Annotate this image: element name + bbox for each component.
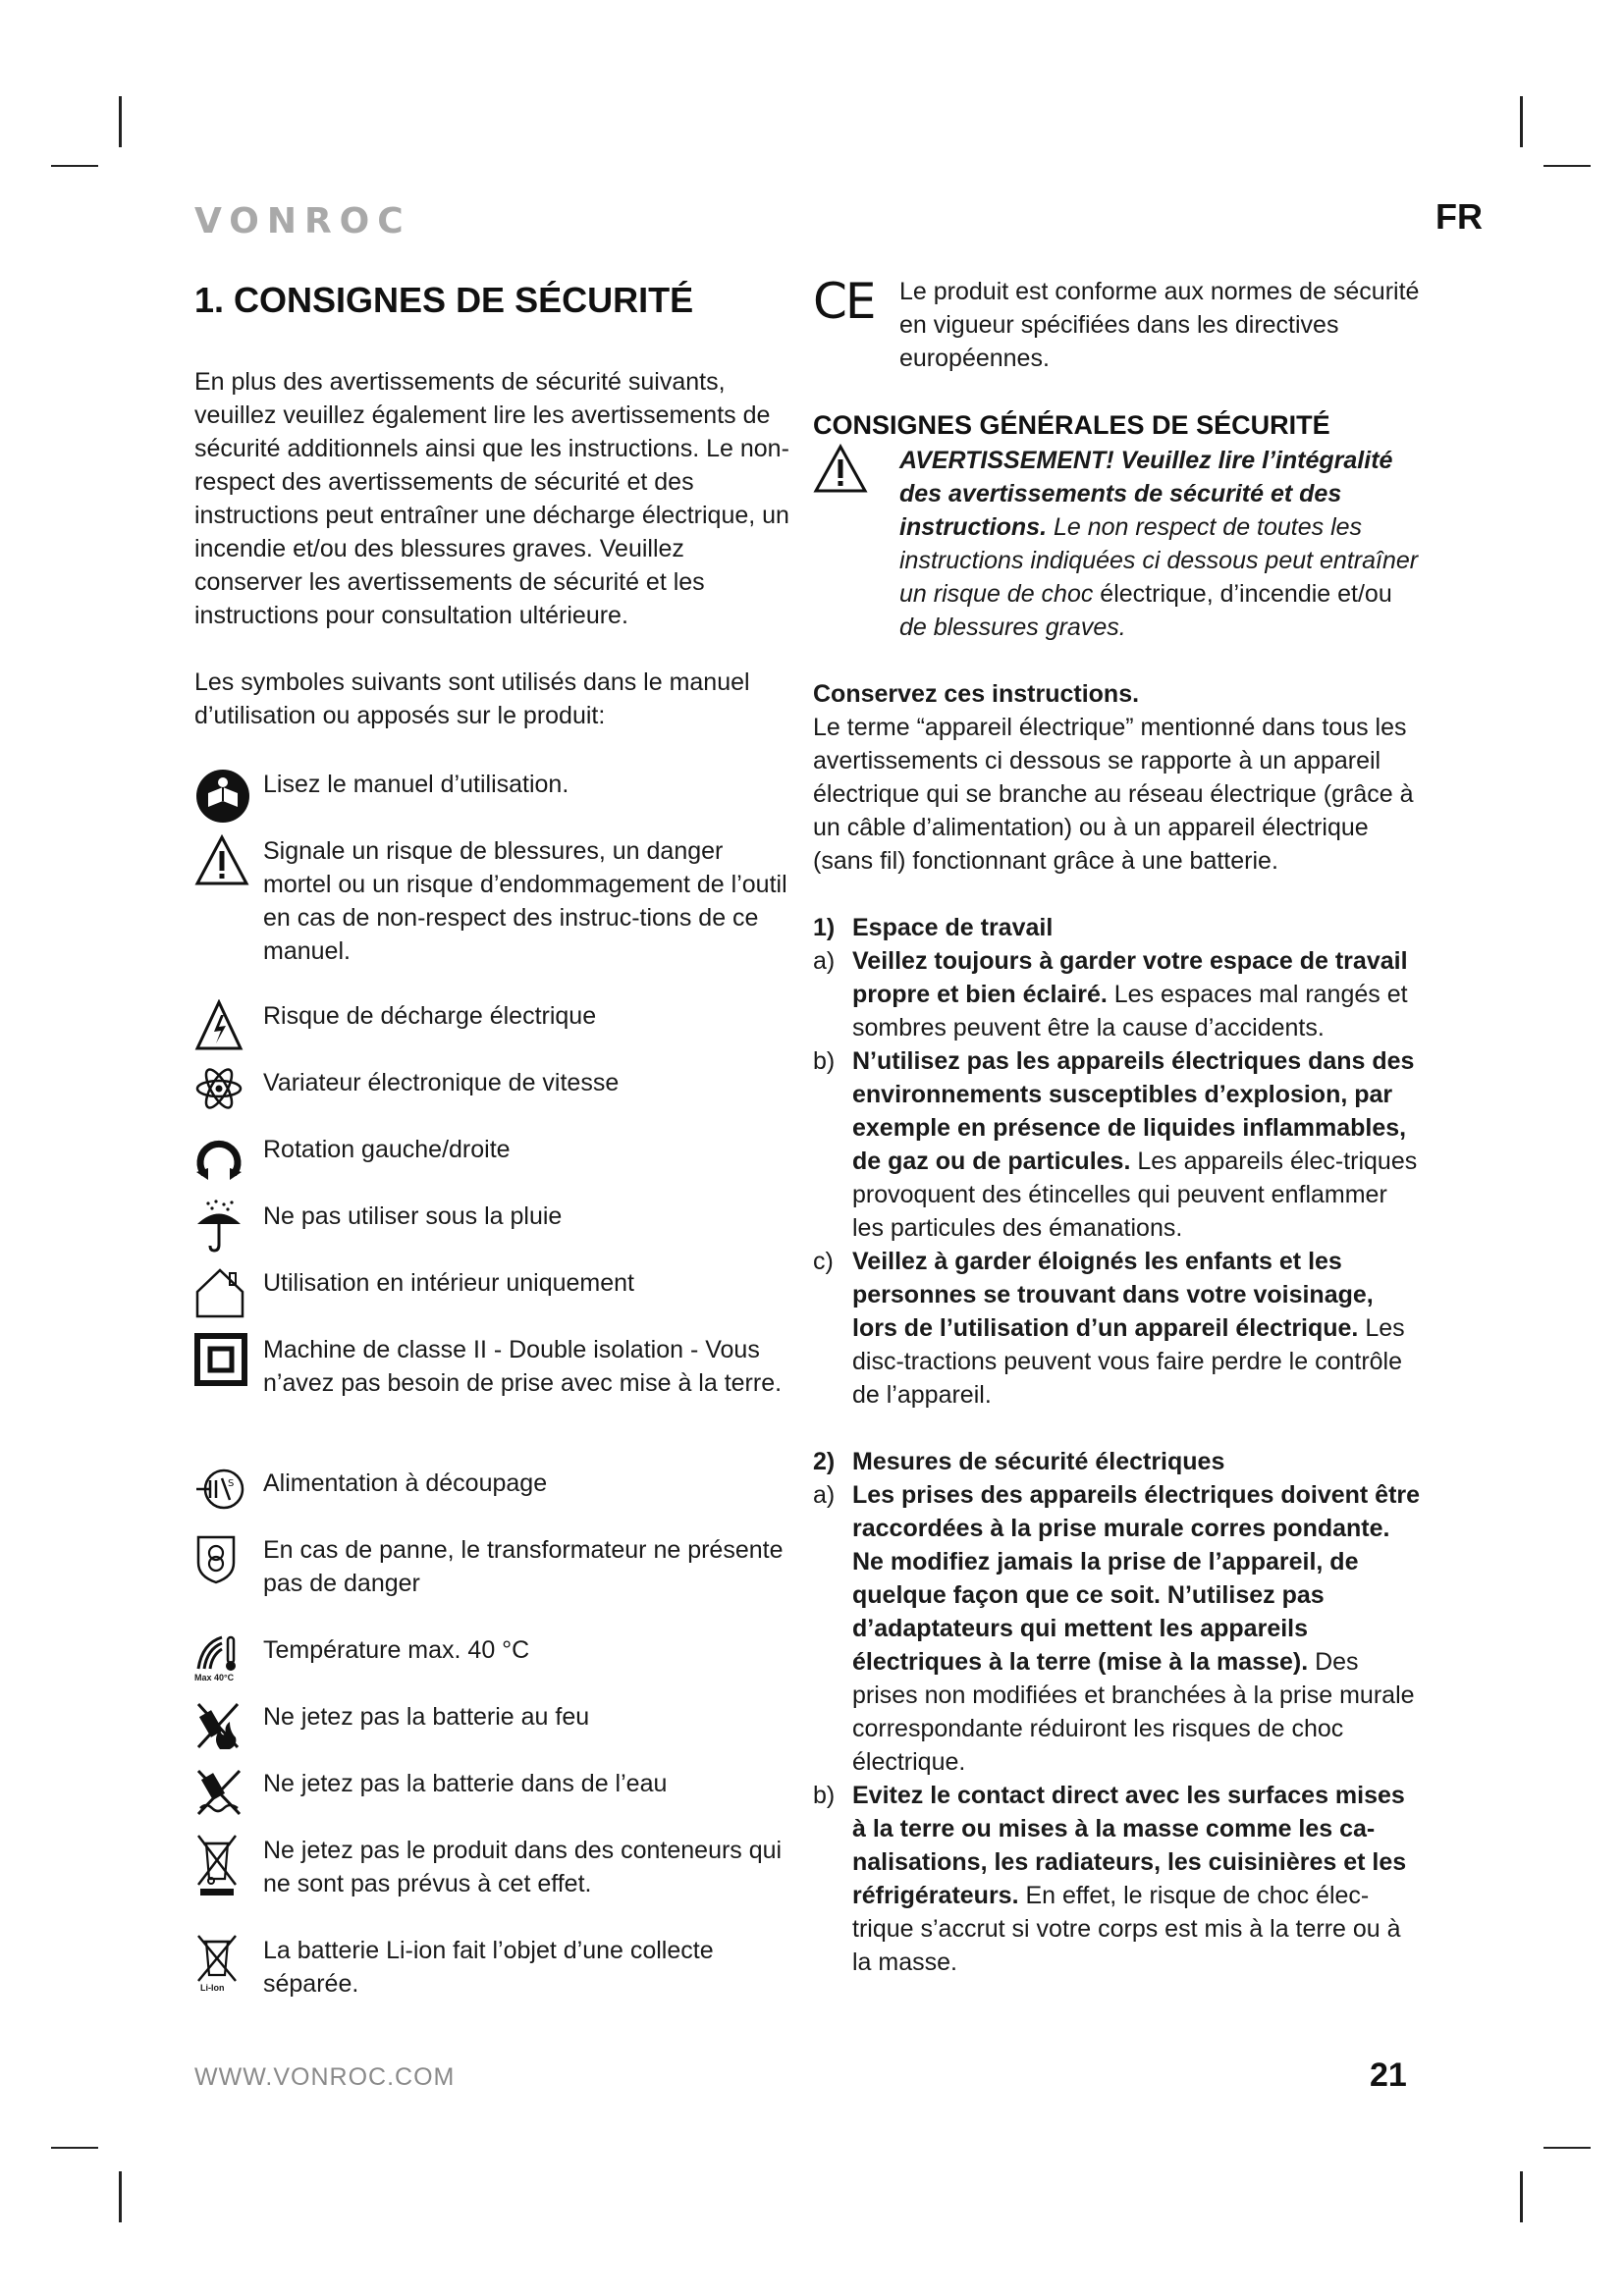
list-item-bold: N’utilisez pas les appareils électriques dans des environnements susceptibles d’explosion, par exemple en présence de liquides inflammables, de gaz ou de particules. xyxy=(852,1047,1415,1175)
section-title: 1. CONSIGNES DE SÉCURITÉ xyxy=(194,280,694,320)
ce-mark-icon: CE xyxy=(813,273,875,330)
symbol-text: En cas de panne, le transformateur ne présente pas de danger xyxy=(263,1536,784,1597)
symbol-row xyxy=(194,1700,793,1767)
symbol-row xyxy=(194,1934,793,2002)
symbol-row xyxy=(194,1133,793,1200)
symbol-text: Signale un risque de blessures, un danger mortel ou un risque d’endommagement de l’outil en cas de non-respect des instruc-tions de ce manuel. xyxy=(263,837,787,965)
list-item xyxy=(813,1044,1422,1245)
list-item-text: Les disc-tractions peuvent vous faire perdre le contrôle de l’appareil. xyxy=(852,1314,1405,1409)
svg-text:S: S xyxy=(228,1478,235,1489)
no-rain-icon xyxy=(194,1200,244,1255)
warning-block xyxy=(813,444,1422,644)
subsection-number: 1) xyxy=(813,914,836,941)
warning-bold: AVERTISSEMENT! Veuillez lire l’intégralité des avertissements de sécurité et des instructions. xyxy=(899,447,1393,541)
li-ion-bin-icon xyxy=(194,1934,240,1983)
list-item-label: c) xyxy=(813,1248,834,1275)
symbol-text: Ne jetez pas le produit dans des conteneurs qui ne sont pas prévus à cet effet. xyxy=(263,1837,783,1897)
crop-mark xyxy=(119,2171,122,2222)
right-column xyxy=(813,275,1422,1979)
rotation-icon xyxy=(194,1133,244,1182)
list-item-label: b) xyxy=(813,1047,836,1075)
warning-icon xyxy=(194,834,249,887)
list-item xyxy=(813,1245,1422,1412)
list-item-bold: Evitez le contact direct avec les surfaces mises à la terre ou mises à la masse comme les ca-nalisations, les radiateurs, les cuisinières et les réfrigérateurs. xyxy=(852,1782,1407,1909)
li-ion-caption: Li-Ion xyxy=(200,1983,225,1993)
subsection-title: Espace de travail xyxy=(852,914,1054,941)
subsection-number: 2) xyxy=(813,1448,836,1475)
language-code: FR xyxy=(1435,196,1483,237)
symbol-text: Ne pas utiliser sous la pluie xyxy=(263,1202,563,1230)
read-manual-icon xyxy=(194,768,251,825)
list-item-text: Les appareils élec-triques provoquent des étincelles qui peuvent enflammer les particules des émanations. xyxy=(852,1148,1418,1242)
subsection-heading xyxy=(813,1445,1422,1478)
intro-paragraph: En plus des avertissements de sécurité suivants, veuillez veuillez également lire les avertissements de sécurité additionnels ainsi que les instructions. Le non-respect des avertissements de sécurité et des instructions peut entraîner une décharge électrique, un incendie et/ou des blessures graves. Veuillez conserver les avertissements de sécurité et les instructions pour consultation ultérieure. xyxy=(194,368,789,629)
symbol-row xyxy=(194,834,793,999)
symbol-row xyxy=(194,1200,793,1266)
symbol-text: Alimentation à découpage xyxy=(263,1469,548,1497)
list-item-text: Les espaces mal rangés et sombres peuvent être la cause d’accidents. xyxy=(852,981,1408,1041)
crop-mark xyxy=(1520,96,1523,147)
indoor-use-icon xyxy=(194,1266,245,1319)
electric-shock-icon xyxy=(194,999,244,1052)
symbol-row xyxy=(194,1266,793,1333)
symbol-row xyxy=(194,1767,793,1834)
crop-mark xyxy=(51,165,98,167)
symbol-row xyxy=(194,1066,793,1133)
symbol-text: Rotation gauche/droite xyxy=(263,1136,511,1163)
warning-normal: électrique, d’incendie et/ou xyxy=(1093,580,1392,608)
switching-power-icon xyxy=(194,1467,247,1512)
page-number: 21 xyxy=(1370,2056,1407,2094)
symbol-text: Variateur électronique de vitesse xyxy=(263,1069,620,1096)
brand-logo: VONROC xyxy=(194,201,411,241)
symbol-text: La batterie Li-ion fait l’objet d’une collecte séparée. xyxy=(263,1937,714,1998)
list-item xyxy=(813,1779,1422,1979)
symbol-row xyxy=(194,1467,793,1533)
weee-bin-icon xyxy=(194,1834,240,1896)
safety-transformer-icon xyxy=(194,1533,238,1584)
list-item-label: a) xyxy=(813,1481,836,1509)
subsection-title: Mesures de sécurité électriques xyxy=(852,1448,1225,1475)
symbol-row xyxy=(194,1834,793,1934)
no-water-battery-icon xyxy=(194,1767,244,1818)
max-temperature-caption: Max 40°C xyxy=(194,1673,235,1682)
ce-text: Le produit est conforme aux normes de sécurité en vigueur spécifiées dans les directives européennes. xyxy=(899,278,1420,372)
list-item-bold: Veillez à garder éloignés les enfants et les personnes se trouvant dans votre voisinage, lors de l’utilisation d’un appareil électrique. xyxy=(852,1248,1374,1342)
symbol-row xyxy=(194,1533,793,1633)
symbol-text: Lisez le manuel d’utilisation. xyxy=(263,771,569,798)
max-temperature-icon xyxy=(194,1633,242,1673)
symbol-text: Machine de classe II - Double isolation - Vous n’avez pas besoin de prise avec mise à la terre. xyxy=(263,1336,783,1397)
crop-mark xyxy=(1543,165,1591,167)
warning-icon xyxy=(813,444,868,495)
footer-website: WWW.VONROC.COM xyxy=(194,2063,456,2091)
no-fire-battery-icon xyxy=(194,1700,242,1751)
keep-instructions-text: Le terme “appareil électrique” mentionné dans tous les avertissements ci dessous se rapporte à un appareil électrique qui se branche au réseau électrique (grâce à un câble d’alimentation) ou à un appareil électrique (sans fil) fonctionnant grâce à une batterie. xyxy=(813,714,1414,875)
subsection-heading xyxy=(813,911,1422,944)
list-item-label: b) xyxy=(813,1782,836,1809)
warning-text xyxy=(899,444,1422,644)
warning-italic-end: de blessures graves. xyxy=(899,614,1126,641)
left-column xyxy=(194,275,793,2002)
symbol-text: Utilisation en intérieur uniquement xyxy=(263,1269,634,1297)
class-ii-icon xyxy=(194,1333,247,1386)
electronic-speed-icon xyxy=(194,1066,244,1111)
list-item-bold: Veillez toujours à garder votre espace de travail propre et bien éclairé. xyxy=(852,947,1408,1008)
list-item xyxy=(813,944,1422,1044)
crop-mark xyxy=(119,96,122,147)
list-item-text: En effet, le risque de choc élec-trique s’accrut si votre corps est mis à la terre ou à la masse. xyxy=(852,1882,1401,1976)
crop-mark xyxy=(1543,2147,1591,2149)
symbol-row xyxy=(194,768,793,834)
symbol-text: Ne jetez pas la batterie dans de l’eau xyxy=(263,1770,668,1797)
symbol-text: Ne jetez pas la batterie au feu xyxy=(263,1703,590,1731)
symbols-intro: Les symboles suivants sont utilisés dans le manuel d’utilisation ou apposés sur le produit: xyxy=(194,668,750,729)
crop-mark xyxy=(51,2147,98,2149)
keep-instructions-title: Conservez ces instructions. xyxy=(813,680,1140,708)
list-item xyxy=(813,1478,1422,1779)
list-item-text: Des prises non modifiées et branchées à la prise murale correspondante réduiront les risques de choc électrique. xyxy=(852,1648,1415,1776)
ce-block xyxy=(813,275,1422,375)
symbol-row xyxy=(194,1633,793,1700)
list-item-bold: Les prises des appareils électriques doivent être raccordées à la prise murale corres pondante. Ne modifiez jamais la prise de l’appareil, de quelque façon que ce soit. N’utilisez pas d’adaptateurs qui mettent les appareils électriques à la terre (mise à la masse). xyxy=(852,1481,1421,1676)
symbol-text: Risque de décharge électrique xyxy=(263,1002,597,1030)
symbol-row xyxy=(194,1333,793,1467)
symbol-text: Température max. 40 °C xyxy=(263,1636,530,1664)
general-safety-title: CONSIGNES GÉNÉRALES DE SÉCURITÉ xyxy=(813,410,1330,440)
symbol-row xyxy=(194,999,793,1066)
list-item-label: a) xyxy=(813,947,836,975)
warning-italic: Le non respect de toutes les instructions indiquées ci dessous peut entraîner un risque de choc xyxy=(899,513,1419,608)
crop-mark xyxy=(1520,2171,1523,2222)
